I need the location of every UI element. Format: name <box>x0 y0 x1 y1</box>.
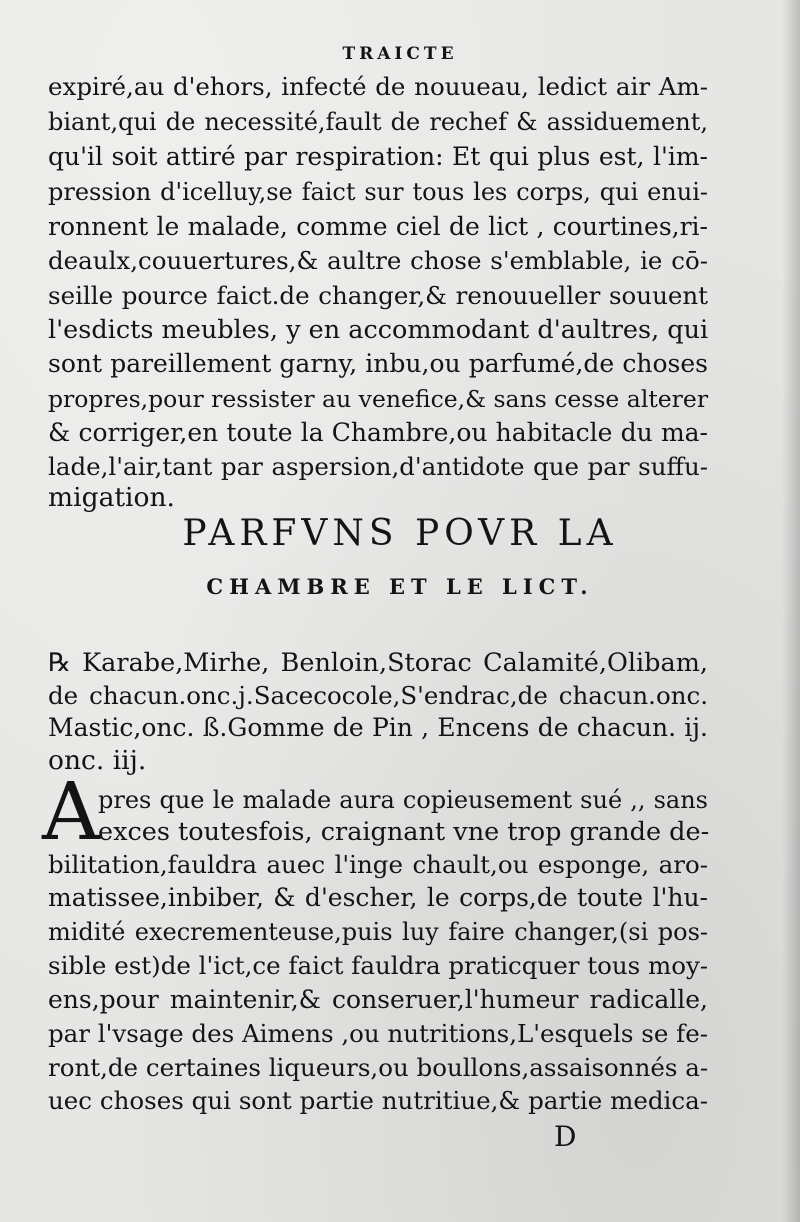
text-line: bilitation,fauldra auec l'inge chault,ou esponge, aro- <box>48 850 708 879</box>
text-line: propres,pour ressister au venefice,& sans cesse alterer <box>48 385 709 413</box>
section-title: PARFVNS POVR LA <box>182 513 618 554</box>
text-line: expiré,au d'ehors, infecté de nouueau, ledict air Am- <box>48 72 708 101</box>
text-line: sible est)de l'ict,ce faict fauldra praticquer tous moy- <box>48 951 709 980</box>
signature-mark: D <box>554 1120 577 1153</box>
recipe-line: ℞ Karabe,Mirhe, Benloin,Storac Calamité,Olibam, <box>48 648 708 678</box>
section-subtitle: CHAMBRE ET LE LICT. <box>206 574 594 599</box>
text-line: biant,qui de necessité,fault de rechef & assiduement, <box>48 108 708 136</box>
page-edge-shadow <box>782 0 800 1222</box>
text-line: deaulx,couuertures,& aultre chose s'emblable, ie cō- <box>48 246 708 275</box>
text-line: l'esdicts meubles, y en accommodant d'aultres, qui <box>48 315 709 345</box>
text-line: midité execrementeuse,puis luy faire changer,(si pos- <box>48 918 708 946</box>
text-line: ronnent le malade, comme ciel de lict , courtines,ri- <box>48 212 708 241</box>
text-line: qu'il soit attiré par respiration: Et qui plus est, l'im- <box>48 142 708 171</box>
recipe-line: de chacun.onc.j.Sacecocole,S'endrac,de chacun.onc. <box>48 681 708 710</box>
text-line: seille pource faict.de changer,& renouueller souuent <box>48 281 708 310</box>
text-line: exces toutesfois, craignant vne trop grande de- <box>98 817 710 847</box>
text-line: pres que le malade aura copieusement sué ,, sans <box>98 786 708 814</box>
text-line: uec choses qui sont partie nutritiue,& partie medica- <box>48 1086 708 1115</box>
text-line: ens,pour maintenir,& conseruer,l'humeur radicalle, <box>48 985 708 1014</box>
recipe-line: onc. iij. <box>48 745 147 776</box>
text-line: migation. <box>48 482 175 513</box>
text-line: pression d'icelluy,se faict sur tous les corps, qui enui- <box>48 178 708 206</box>
recipe-line: Mastic,onc. ß.Gomme de Pin , Encens de chacun. ij. <box>48 713 708 742</box>
text-line: ront,de certaines liqueurs,ou boullons,assaisonnés a- <box>48 1053 709 1082</box>
text-line: & corriger,en toute la Chambre,ou habitacle du ma- <box>48 418 708 447</box>
running-head: TRAICTE <box>342 44 458 64</box>
text-line: lade,l'air,tant par aspersion,d'antidote que par suffu- <box>48 452 708 481</box>
drop-cap: A <box>42 765 100 858</box>
text-line: sont pareillement garny, inbu,ou parfumé,de choses <box>48 349 708 378</box>
text-line: matissee,inbiber, & d'escher, le corps,de toute l'hu- <box>48 883 708 912</box>
text-line: par l'vsage des Aimens ,ou nutritions,L'esquels se fe- <box>48 1019 708 1048</box>
